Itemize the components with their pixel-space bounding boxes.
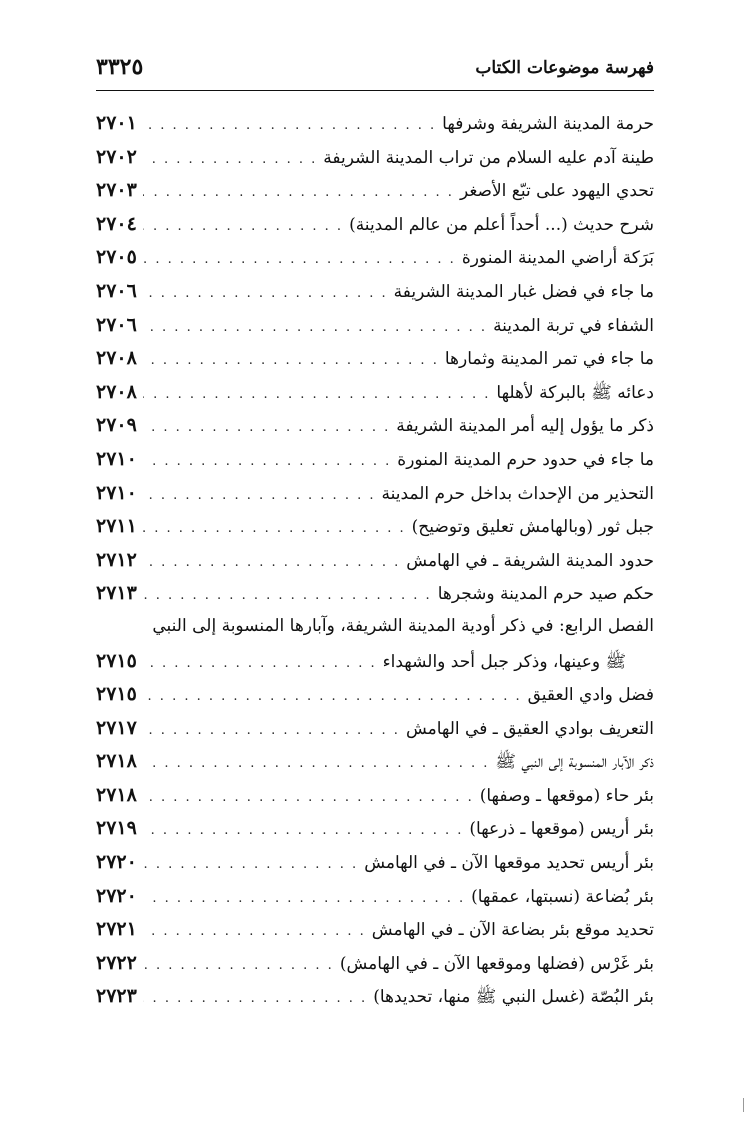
entry-title: الشفاء في تربة المدينة	[493, 315, 654, 336]
index-entry	[96, 616, 654, 650]
index-entry	[96, 885, 654, 919]
index-entry	[96, 314, 654, 348]
running-title: فهرسة موضوعات الكتاب	[475, 58, 654, 78]
entry-page-number: ٢٧١٠	[96, 447, 137, 470]
page-header	[96, 50, 654, 91]
entry-title: الفصل الرابع: في ذكر أودية المدينة الشريفة، وآبارها المنسوبة إلى النبي	[152, 615, 654, 636]
entry-page-number: ٢٧١١	[96, 515, 137, 538]
index-entry	[96, 347, 654, 381]
entry-page-number: ٢٧١٥	[96, 683, 137, 706]
dot-leader	[143, 924, 366, 939]
index-entry	[96, 750, 654, 784]
entry-page-number: ٢٧٠٥	[96, 246, 137, 269]
index-entry	[96, 582, 654, 616]
entry-title: بَرَكة أراضي المدينة المنورة	[461, 248, 654, 269]
entry-title: ما جاء في فضل غبار المدينة الشريفة	[393, 281, 654, 302]
entry-page-number: ٢٧٠٤	[96, 212, 137, 235]
dot-leader	[143, 723, 400, 738]
entry-page-number: ٢٧٠٨	[96, 380, 137, 403]
entry-title: دعائه ﷺ بالبركة لأهلها	[496, 382, 654, 403]
entry-page-number: ٢٧٠٦	[96, 313, 137, 336]
dot-leader	[143, 857, 358, 872]
entry-page-number: ٢٧١٠	[96, 481, 137, 504]
entry-page-number: ٢٧١٩	[96, 817, 137, 840]
dot-leader	[143, 656, 377, 671]
entry-title: تحدي اليهود على تبّع الأصغر	[459, 181, 654, 202]
index-entry	[96, 952, 654, 986]
index-entry	[96, 717, 654, 751]
entry-title: فضل وادي العقيق	[527, 685, 654, 706]
entry-page-number: ٢٧٢٢	[96, 951, 137, 974]
entry-title: شرح حديث (... أحداً أعلم من عالم المدينة)	[349, 214, 654, 235]
entry-page-number: ٢٧١٨	[96, 750, 137, 773]
index-entry	[96, 246, 654, 280]
entry-title: بئر غَرْس (فضلها وموقعها الآن ـ في الهامش)	[339, 953, 654, 974]
dot-leader	[143, 420, 390, 435]
index-entry	[96, 414, 654, 448]
dot-leader	[143, 185, 454, 200]
entry-title: بئر أريس (موقعها ـ ذرعها)	[469, 819, 654, 840]
entry-page-number: ٢٧٠٩	[96, 414, 137, 437]
index-entry	[96, 381, 654, 415]
entry-title: ذكر الآبار المنسوبة إلى النبي ﷺ	[495, 752, 654, 773]
dot-leader	[143, 252, 456, 267]
index-entry	[96, 851, 654, 885]
index-entry	[96, 683, 654, 717]
entry-title: التحذير من الإحداث بداخل حرم المدينة	[381, 483, 654, 504]
entry-page-number: ٢٧٠٨	[96, 347, 137, 370]
index-entry	[96, 213, 654, 247]
dot-leader	[143, 891, 465, 906]
page-number: ٣٣٢٥	[96, 54, 144, 80]
entry-title: تحديد موقع بئر بضاعة الآن ـ في الهامش	[371, 920, 654, 941]
index-entry	[96, 280, 654, 314]
dot-leader	[143, 488, 376, 503]
dot-leader	[143, 958, 334, 973]
index-entry	[96, 179, 654, 213]
entry-title: بئر أريس تحديد موقعها الآن ـ في الهامش	[364, 853, 654, 874]
entry-page-number: ٢٧٠٢	[96, 145, 137, 168]
index-list	[96, 112, 654, 1019]
index-entry	[96, 112, 654, 146]
index-entry	[96, 482, 654, 516]
entry-title: طينة آدم عليه السلام من تراب المدينة الشريفة	[323, 147, 654, 168]
dot-leader	[143, 790, 474, 805]
dot-leader	[143, 588, 432, 603]
entry-title: حكم صيد حرم المدينة وشجرها	[437, 584, 654, 605]
dot-leader	[143, 219, 343, 234]
index-entry	[96, 448, 654, 482]
entry-page-number: ٢٧٢٠	[96, 851, 137, 874]
dot-leader	[143, 118, 436, 133]
dot-leader	[143, 320, 487, 335]
entry-title: جبل ثور (وبالهامش تعليق وتوضيح)	[411, 517, 654, 538]
dot-leader	[143, 689, 522, 704]
index-entry	[96, 146, 654, 180]
entry-page-number: ٢٧٢١	[96, 918, 137, 941]
index-entry	[96, 515, 654, 549]
dot-leader	[143, 555, 400, 570]
dot-leader	[143, 387, 491, 402]
entry-page-number: ٢٧١٧	[96, 716, 137, 739]
entry-page-number: ٢٧١٥	[96, 649, 137, 672]
index-entry	[96, 985, 654, 1019]
entry-page-number: ٢٧١٨	[96, 783, 137, 806]
entry-title: بئر بُضاعة (نسبتها، عمقها)	[471, 886, 654, 907]
entry-page-number: ٢٧٠٣	[96, 179, 137, 202]
entry-title: حدود المدينة الشريفة ـ في الهامش	[406, 550, 654, 571]
entry-title: حرمة المدينة الشريفة وشرفها	[442, 114, 654, 134]
entry-title: ما جاء في حدود حرم المدينة المنورة	[397, 449, 654, 470]
dot-leader	[143, 521, 406, 536]
entry-title: بئر البُصّة (غسل النبي ﷺ منها، تحديدها)	[373, 987, 654, 1008]
entry-title: بئر حاء (موقعها ـ وصفها)	[479, 785, 654, 806]
dot-leader	[143, 756, 490, 771]
index-entry	[96, 918, 654, 952]
entry-page-number: ٢٧٢٣	[96, 985, 137, 1008]
dot-leader	[143, 991, 367, 1006]
entry-page-number: ٢٧٠١	[96, 112, 137, 134]
scan-edge-mark	[738, 1098, 744, 1112]
dot-leader	[143, 286, 388, 301]
dot-leader	[143, 454, 391, 469]
index-entry	[96, 549, 654, 583]
index-entry	[96, 650, 654, 684]
entry-page-number: ٢٧١٢	[96, 548, 137, 571]
dot-leader	[143, 152, 317, 167]
entry-title: التعريف بوادي العقيق ـ في الهامش	[405, 718, 654, 739]
dot-leader	[143, 823, 464, 838]
dot-leader	[143, 353, 439, 368]
index-entry	[96, 784, 654, 818]
entry-title: ﷺ وعينها، وذكر جبل أحد والشهداء	[382, 651, 626, 672]
index-entry	[96, 817, 654, 851]
entry-title: ذكر ما يؤول إليه أمر المدينة الشريفة	[396, 416, 654, 437]
entry-page-number: ٢٧٠٦	[96, 279, 137, 302]
entry-title: ما جاء في تمر المدينة وثمارها	[444, 349, 654, 370]
entry-page-number: ٢٧١٣	[96, 582, 137, 605]
entry-page-number: ٢٧٢٠	[96, 884, 137, 907]
